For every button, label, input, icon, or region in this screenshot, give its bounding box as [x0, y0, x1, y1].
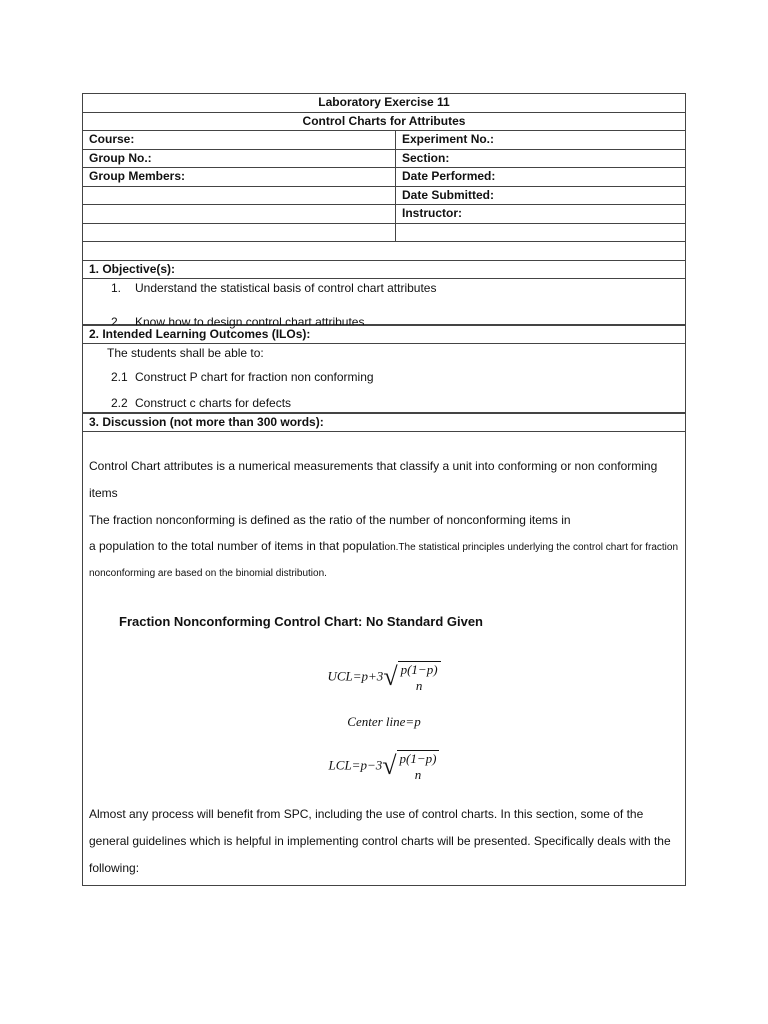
ilo-section	[82, 325, 686, 413]
members-label: Group Members:	[83, 168, 396, 187]
list-item: 1. Understand the statistical basis of control chart attributes	[111, 280, 437, 295]
exercise-title: Laboratory Exercise 11	[83, 94, 686, 113]
list-item: 2. Know how to design control chart attributes	[111, 314, 365, 329]
exercise-subtitle: Control Charts for Attributes	[83, 112, 686, 131]
ilo-title: 2. Intended Learning Outcomes (ILOs):	[83, 325, 685, 344]
date-performed-label: Date Performed:	[396, 168, 686, 187]
sqrt-icon: √	[383, 662, 398, 691]
header-table	[82, 93, 686, 261]
ucl-formula: UCL=p+3√ p(1−p) n	[89, 661, 679, 694]
lab-sheet	[82, 93, 686, 886]
objectives-section	[82, 261, 686, 329]
sqrt-icon: √	[382, 751, 397, 780]
discussion-title: 3. Discussion (not more than 300 words):	[83, 413, 685, 432]
center-line-formula: Center line=p	[347, 713, 421, 729]
discussion-body	[83, 453, 685, 882]
blank-row	[83, 242, 686, 261]
lcl-formula: LCL=p−3√ p(1−p) n	[89, 750, 679, 783]
members-cell	[83, 186, 396, 205]
instructor-label: Instructor:	[396, 205, 686, 224]
discussion-paragraph: The fraction nonconforming is defined as the ratio of the number of nonconforming items in	[89, 512, 571, 527]
discussion-section	[82, 413, 686, 886]
experiment-label: Experiment No.:	[396, 131, 686, 150]
discussion-paragraph: a population to the total number of items in that population.The statistical principles underlying the control chart for fraction nonconforming are based on the binomial distribution.	[89, 538, 679, 579]
section-label: Section:	[396, 149, 686, 168]
members-cell-2	[83, 205, 396, 224]
group-label: Group No.:	[83, 149, 396, 168]
course-label: Course:	[83, 131, 396, 150]
list-item: 2.1 Construct P chart for fraction non conforming	[111, 369, 374, 384]
discussion-paragraph: Almost any process will benefit from SPC, including the use of control charts. In this section, some of the general guidelines which is helpful in implementing control charts will be presented. Specifically deals with the following:	[89, 806, 671, 875]
date-submitted-label: Date Submitted:	[396, 186, 686, 205]
ilo-intro: The students shall be able to:	[107, 345, 264, 360]
blank-cell-right	[396, 223, 686, 242]
blank-cell-left	[83, 223, 396, 242]
objectives-title: 1. Objective(s):	[83, 261, 685, 279]
chart-subheading: Fraction Nonconforming Control Chart: No Standard Given	[119, 613, 483, 629]
discussion-paragraph: Control Chart attributes is a numerical measurements that classify a unit into conforming or non conforming items	[89, 458, 658, 500]
list-item: 2.2 Construct c charts for defects	[111, 395, 292, 410]
